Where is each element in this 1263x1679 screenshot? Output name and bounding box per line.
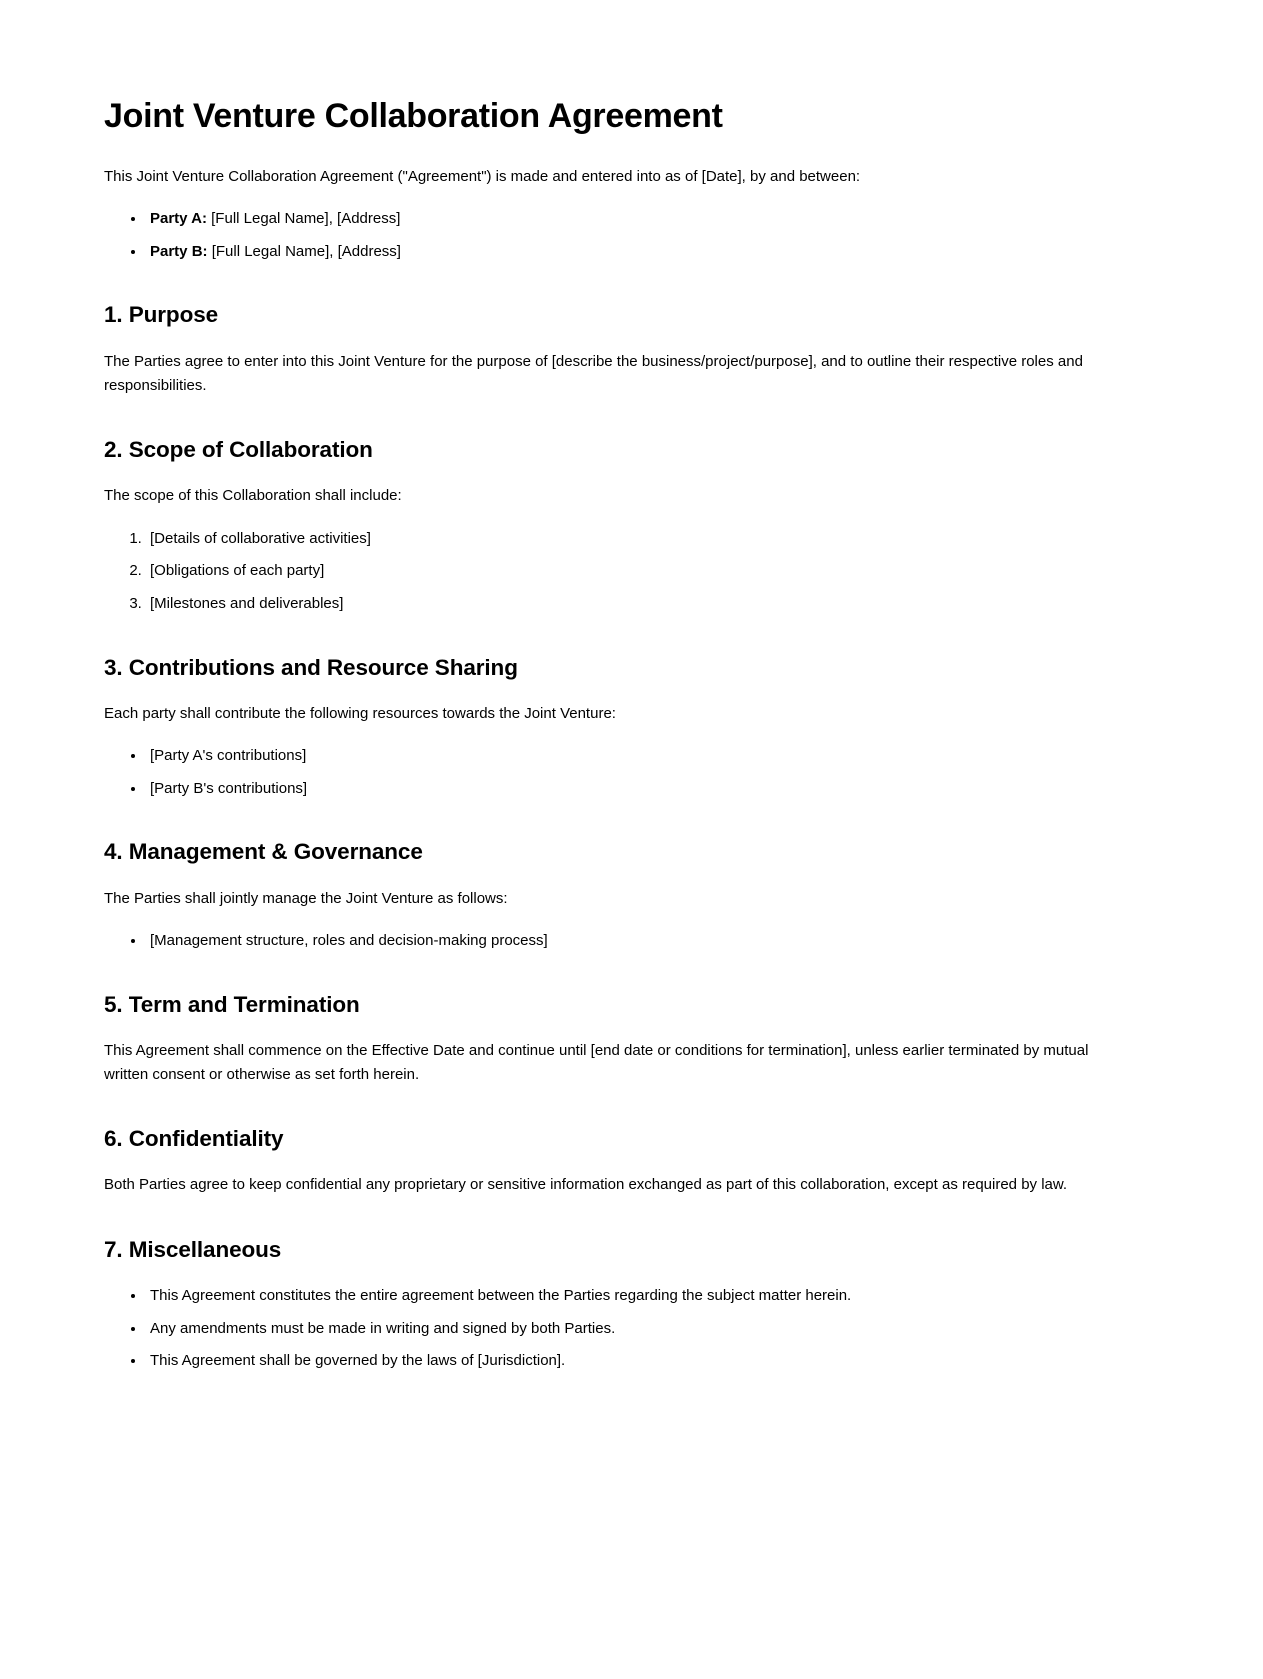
list-item <box>146 207 1110 231</box>
section-heading: 4. Management & Governance <box>104 839 423 865</box>
section-heading: 5. Term and Termination <box>104 991 360 1017</box>
scope-ordered-list <box>104 527 1110 616</box>
list-item: 1. [Details of collaborative activities] <box>146 527 1110 551</box>
list-item: • Any amendments must be made in writing and signed by both Parties. <box>146 1317 1110 1341</box>
list-item: • [Party A's contributions] <box>146 744 1110 768</box>
party-b-label: Party B: <box>150 242 208 260</box>
section-miscellaneous <box>104 1236 1110 1373</box>
list-item <box>146 240 1110 264</box>
section-paragraph: The scope of this Collaboration shall include: <box>104 487 402 505</box>
list-item: • This Agreement constitutes the entire agreement between the Parties regarding the subject matter herein. <box>146 1284 1110 1308</box>
section-management-and-governance <box>104 838 1110 952</box>
management-list <box>104 929 1110 953</box>
section-heading: 1. Purpose <box>104 302 219 328</box>
section-paragraph: This Agreement shall commence on the Effective Date and continue until [end date or conditions for termination], unless earlier terminated by mutual written consent or otherwise as set forth herein. <box>104 1041 1089 1083</box>
section-paragraph: The Parties agree to enter into this Joint Venture for the purpose of [describe the business/project/purpose], and to outline their respective roles and responsibilities. <box>104 352 1083 394</box>
section-paragraph: Both Parties agree to keep confidential any proprietary or sensitive information exchanged as part of this collaboration, except as required by law. <box>104 1176 1068 1194</box>
section-scope-of-collaboration <box>104 436 1110 615</box>
list-item: 2. [Obligations of each party] <box>146 559 1110 583</box>
list-item: • [Management structure, roles and decision-making process] <box>146 929 1110 953</box>
section-heading: 2. Scope of Collaboration <box>104 437 373 463</box>
section-term-and-termination <box>104 991 1110 1088</box>
section-paragraph: The Parties shall jointly manage the Joint Venture as follows: <box>104 889 508 907</box>
section-purpose <box>104 301 1110 398</box>
section-paragraph: Each party shall contribute the following resources towards the Joint Venture: <box>104 704 616 722</box>
section-confidentiality <box>104 1125 1110 1197</box>
party-a-label: Party A: <box>150 210 207 228</box>
list-item: 3. [Milestones and deliverables] <box>146 592 1110 616</box>
miscellaneous-list <box>104 1284 1110 1373</box>
parties-list <box>104 207 1110 263</box>
intro-paragraph: This Joint Venture Collaboration Agreement ("Agreement") is made and entered into as of [Date], by and between: <box>104 167 861 185</box>
party-a-value: [Full Legal Name], [Address] <box>211 210 401 228</box>
contributions-list <box>104 744 1110 800</box>
section-heading: 6. Confidentiality <box>104 1126 284 1152</box>
agreement-document <box>104 96 1110 1373</box>
section-contributions-and-resource-sharing <box>104 654 1110 801</box>
page-title: Joint Venture Collaboration Agreement <box>104 97 723 135</box>
list-item: • [Party B's contributions] <box>146 777 1110 801</box>
list-item: • This Agreement shall be governed by the laws of [Jurisdiction]. <box>146 1349 1110 1373</box>
section-heading: 3. Contributions and Resource Sharing <box>104 654 518 680</box>
party-b-value: [Full Legal Name], [Address] <box>211 242 401 260</box>
section-heading: 7. Miscellaneous <box>104 1236 282 1262</box>
